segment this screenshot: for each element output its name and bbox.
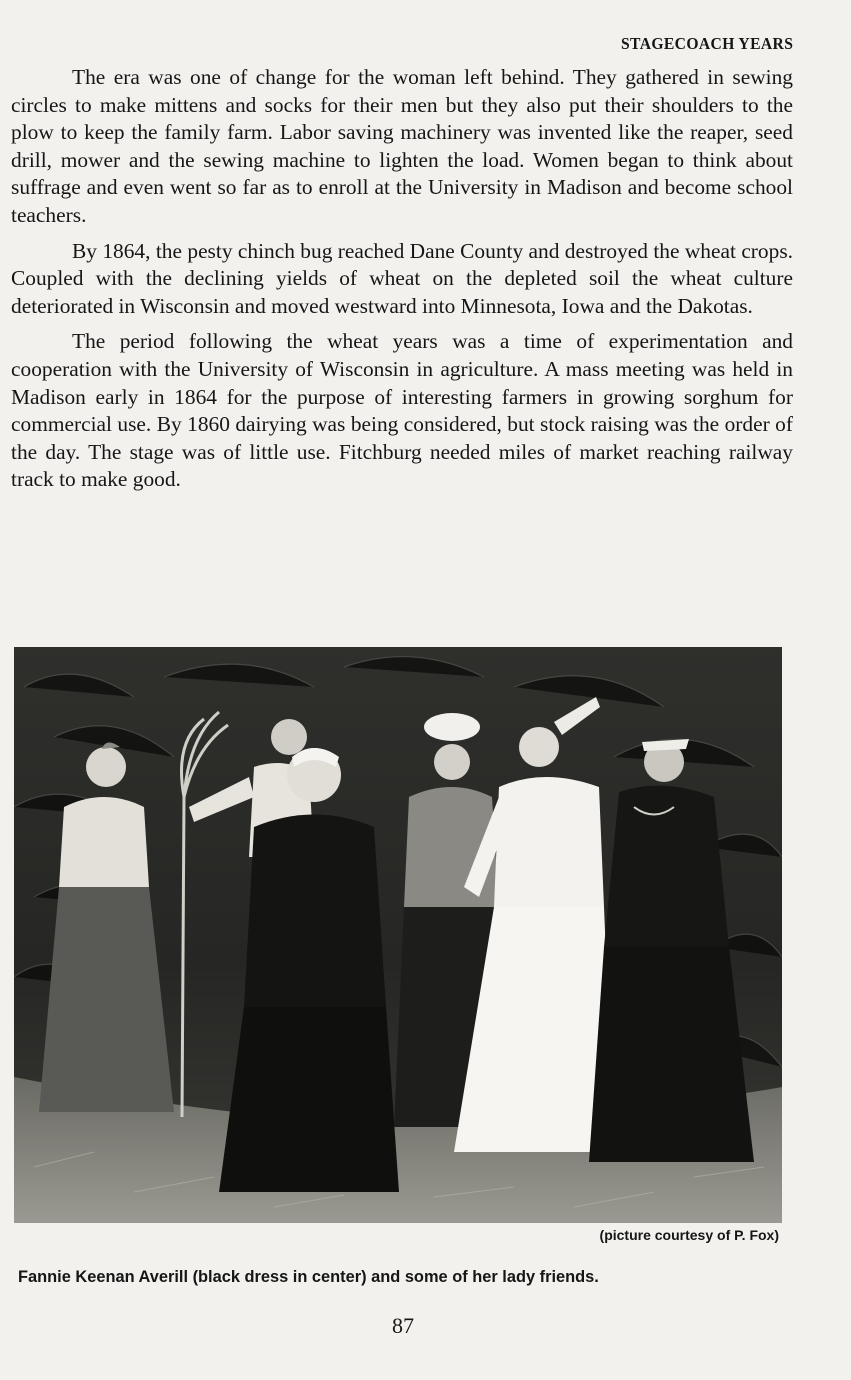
paragraph-experimentation: The period following the wheat years was a time of experimentation and cooperation with the University of Wisconsin in agriculture. A mass meeting was held in Madison early in 1864 for the purpose of interesting farmers in growing sorghum for commercial use. By 1860 dairying was being considered, but stock raising was the order of the day. The stage was of little use. Fitchburg needed miles of market reaching railway track to make good. [11, 329, 793, 492]
paragraph-chinch-bug: By 1864, the pesty chinch bug reached Dane County and destroyed the wheat crops. Coupled with the declining yields of wheat on the depleted soil the wheat culture deteriorated in Wisconsin and moved westward into Minnesota, Iowa and the Dakotas. [11, 238, 793, 318]
running-head: STAGECOACH YEARS [620, 34, 793, 53]
photo-women-haystack [14, 647, 782, 1223]
historic-photograph [14, 647, 782, 1223]
body-text [11, 64, 793, 502]
photo-credit: (picture courtesy of P. Fox) [599, 1227, 779, 1243]
photo-caption: Fannie Keenan Averill (black dress in center) and some of her lady friends. [18, 1268, 599, 1286]
page-number: 87 [392, 1313, 414, 1338]
paragraph-women-era: The era was one of change for the woman left behind. They gathered in sewing circles to make mittens and socks for their men but they also put their shoulders to the plow to keep the family farm. Labor saving machinery was invented like the reaper, seed drill, mower and the sewing machine to lighten the load. Women began to think about suffrage and even went so far as to enroll at the University in Madison and become school teachers. [11, 65, 793, 227]
